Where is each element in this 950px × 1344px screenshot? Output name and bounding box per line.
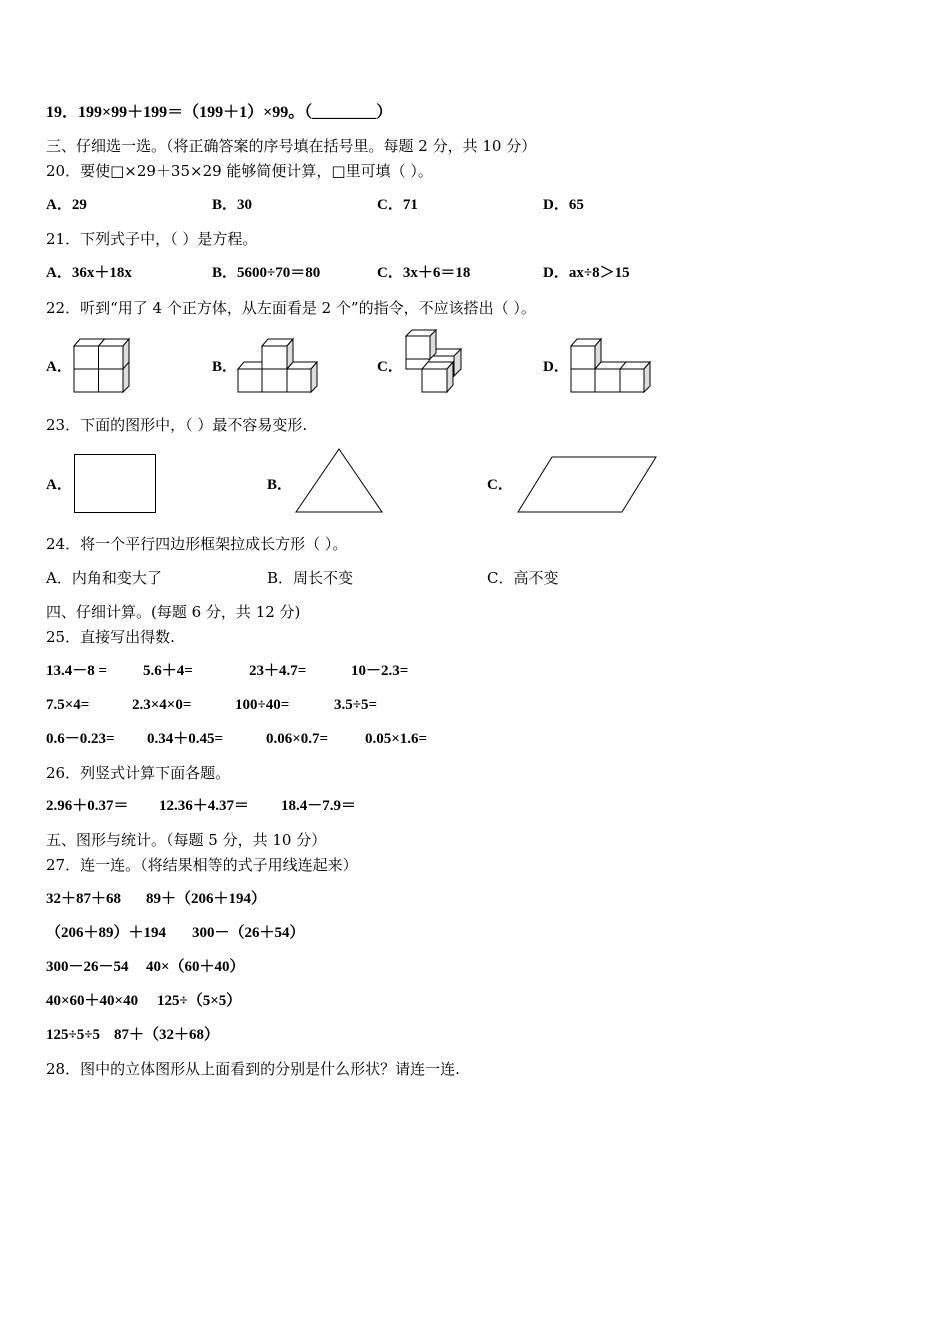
option-d[interactable]: D．ax÷8＞15	[543, 265, 630, 281]
option-c[interactable]: C．3x＋6＝18	[377, 265, 471, 281]
cube-stack-pyramid-figure	[236, 334, 320, 396]
question-20-options	[0, 195, 950, 215]
calc-item: 12.36＋4.37＝	[159, 798, 250, 814]
calc-item: 18.4－7.9＝	[281, 798, 357, 814]
option-b[interactable]: B．	[267, 477, 293, 493]
option-a[interactable]: A．36x＋18x	[46, 265, 132, 281]
calc-row	[0, 661, 950, 681]
calc-row	[0, 695, 950, 715]
option-b[interactable]: B．	[212, 359, 238, 375]
option-c[interactable]: C．71	[377, 197, 418, 213]
triangle-figure	[293, 446, 385, 516]
calc-item: 3.5÷5=	[334, 697, 378, 713]
cube-stack-l-shape-figure	[569, 334, 653, 396]
calc-item: 10－2.3=	[351, 663, 409, 679]
match-left: 125÷5÷5	[46, 1027, 100, 1043]
calc-item: 5.6＋4=	[143, 663, 193, 679]
match-row	[0, 1025, 950, 1045]
match-row	[0, 923, 950, 943]
calc-item: 2.96＋0.37＝	[46, 798, 129, 814]
option-d[interactable]: D．	[543, 359, 569, 375]
question-21-options	[0, 263, 950, 283]
match-right: 300－（26＋54）	[192, 925, 305, 941]
match-row	[0, 991, 950, 1011]
section-5-heading: 五、图形与统计。（每题 5 分，共 10 分）	[46, 831, 327, 849]
calc-item: 0.34＋0.45=	[147, 731, 224, 747]
calc-item: 23＋4.7=	[249, 663, 307, 679]
match-left: 300－26－54	[46, 959, 129, 975]
option-b[interactable]: B．5600÷70＝80	[212, 265, 321, 281]
match-left: （206＋89）＋194	[46, 925, 167, 941]
option-a[interactable]: A．29	[46, 197, 87, 213]
calc-item: 13.4－8 =	[46, 663, 108, 679]
rectangle-figure	[72, 452, 160, 516]
match-right: 40×（60＋40）	[146, 959, 245, 975]
section-3-heading: 三、仔细选一选。（将正确答案的序号填在括号里。每题 2 分，共 10 分）	[46, 137, 537, 155]
match-right: 125÷（5×5）	[157, 993, 242, 1009]
match-right: 89＋（206＋194）	[146, 891, 267, 907]
calc-item: 7.5×4=	[46, 697, 90, 713]
option-d[interactable]: D．65	[543, 197, 584, 213]
calc-item: 0.06×0.7=	[266, 731, 329, 747]
calc-row	[0, 729, 950, 749]
question-24-stem: 24．将一个平行四边形框架拉成长方形（ ）。	[46, 535, 348, 553]
option-a[interactable]: A．	[46, 477, 72, 493]
question-19: 19．199×99＋199＝（199＋1）×99。（________）	[46, 104, 393, 121]
option-b[interactable]: B．30	[212, 197, 253, 213]
option-c[interactable]: C．高不变	[487, 569, 559, 587]
match-row	[0, 889, 950, 909]
option-c[interactable]: C．	[487, 477, 513, 493]
question-27-stem: 27．连一连。（将结果相等的式子用线连起来）	[46, 856, 358, 874]
question-20-stem: 20．要使□×29＋35×29 能够简便计算，□里可填（ ）。	[46, 162, 433, 180]
match-left: 32＋87＋68	[46, 891, 122, 907]
option-a[interactable]: A．	[46, 359, 72, 375]
parallelogram-figure	[515, 454, 660, 516]
option-c[interactable]: C．	[377, 359, 403, 375]
question-21-stem: 21．下列式子中，（ ）是方程。	[46, 230, 258, 248]
match-row	[0, 957, 950, 977]
vertical-calc-row	[0, 796, 950, 816]
question-25-stem: 25．直接写出得数.	[46, 628, 175, 646]
question-24-options	[0, 568, 950, 588]
question-26-stem: 26．列竖式计算下面各题。	[46, 764, 231, 782]
option-a[interactable]: A．内角和变大了	[46, 569, 162, 587]
cube-stack-offset-figure	[402, 327, 466, 396]
calc-item: 100÷40=	[235, 697, 290, 713]
calc-item: 0.6－0.23=	[46, 731, 115, 747]
option-b[interactable]: B．周长不变	[267, 569, 354, 587]
section-4-heading: 四、仔细计算。(每题 6 分，共 12 分)	[46, 603, 301, 621]
match-right: 87＋（32＋68）	[114, 1027, 220, 1043]
question-22-stem: 22．听到“用了 4 个正方体，从左面看是 2 个”的指令，不应该搭出（ ）。	[46, 299, 536, 317]
calc-item: 0.05×1.6=	[365, 731, 428, 747]
calc-item: 2.3×4×0=	[132, 697, 192, 713]
question-23-stem: 23．下面的图形中，（ ）最不容易变形.	[46, 416, 308, 434]
cube-stack-2x2-figure	[72, 334, 134, 396]
question-28-stem: 28．图中的立体图形从上面看到的分别是什么形状？请连一连.	[46, 1060, 460, 1078]
match-left: 40×60＋40×40	[46, 993, 139, 1009]
